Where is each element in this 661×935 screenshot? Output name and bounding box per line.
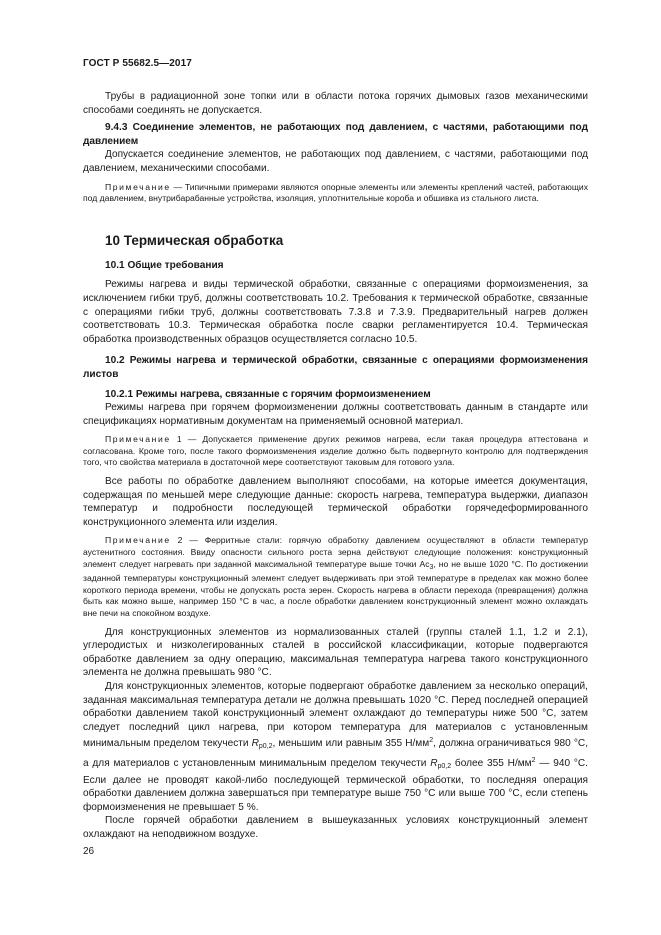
note-text: — Допускается применение других режимов нагрева, если такая процедура аттестована и согласована. Кроме того, после такого формоизменения изделие должно быть подвергнуто контролю для подтверждения того, что свойства материала в достаточной мере соответствуют таковым для готового узла. [83, 434, 589, 468]
note-2 [83, 535, 588, 619]
paragraph: Режимы нагрева при горячем формоизменении должны соответствовать данным в стандарте или спецификациях нормативным документам на применяемый основной материал. [83, 402, 588, 427]
section-heading-10: 10 Термическая обработка [105, 232, 284, 248]
note-label: Примечание [105, 181, 171, 192]
paragraph: Все работы по обработке давлением выполняют способами, на которые имеется документация, содержащая по меньшей мере следующие данные: скорость нагрева, температура выдержки, диапазон температур и подробности последующей термической обработки горячедеформированного конструкционного элемента или изделия. [83, 476, 588, 528]
paragraph: Режимы нагрева и виды термической обработки, связанные с операциями формоизменения, за исключением гибки труб, должны соответствовать 10.2. Требования к термической обработке, связанные с операциями гибки труб, должны соответствовать 7.3.8 и 7.3.9. Предварительный нагрев должен соответствовать 10.3. Термическая обработка после сварки регламентируется 10.4. Термическая обработка производственных образцов осуществляется согласно 10.5. [83, 279, 588, 345]
note-text: — Ферритные стали: горячую обработку давлением осуществляют в области температур аустенитного состояния. Ввиду опасности сильного роста зерна действуют следующие положения: конструкционный элемент следует нагревать при заданной максимальной температуре выше точки Ac [83, 535, 588, 569]
text-run: — 940 °С. Если далее не проводят какой-либо последующей термической обработки, то последняя операция обработки давлением должна завершаться при температуре выше 750 °С или выше 700 °С, если степень формоизменения не превышает 5 %. [83, 757, 588, 813]
document-header: ГОСТ Р 55682.5—2017 [83, 58, 192, 69]
paragraph: Допускается соединение элементов, не работающих под давлением, с частями, работающими под давлением, механическими способами. [83, 149, 588, 174]
paragraph [83, 680, 588, 814]
symbol: R [430, 757, 438, 769]
text-run: , должна ограничиваться 980 °С, а для материалов с установленным минимальным пределом текучести [83, 738, 589, 769]
section-heading-10-2-1: 10.2.1 Режимы нагрева, связанные с горячим формоизменением [105, 388, 431, 400]
paragraph: Для конструкционных элементов из нормализованных сталей (группы сталей 1.1, 1.2 и 2.1), углеродистых и низколегированных сталей в российской классификации, которые подвергаются обработке давлением за одну операцию, максимальная температура нагрева такого конструкционного элемента не должна превышать 980 °С. [83, 626, 588, 679]
superscript: 2 [531, 756, 536, 764]
subscript: p0,2 [437, 762, 452, 770]
note-number: 1 [170, 434, 182, 445]
subscript: 3 [429, 563, 434, 571]
subscript: p0,2 [258, 743, 273, 751]
section-heading-10-1: 10.1 Общие требования [105, 259, 224, 271]
paragraph: После горячей обработки давлением в вышеуказанных условиях конструкционный элемент охлаждают на неподвижном воздухе. [83, 815, 588, 840]
note-label: Примечание [105, 535, 171, 546]
text-run: , меньшим или равным 355 Н/мм [272, 738, 430, 750]
note-label: Примечание [105, 434, 171, 445]
text-run: Для конструкционных элементов, которые подвергают обработке давлением за несколько операций, заданная максимальная температура детали не должна превышать 1020 °С. Перед последней операцией обработки давлением такой конструкционный элемент охлаждают до температуры ниже 500 °С, затем следует последний цикл нагрева, при котором температура для материалов с установленным минимальным пределом текучести [83, 680, 588, 750]
page-content [83, 90, 588, 842]
note-text: , но не выше 1020 °С. По достижении заданной температуры конструкционный элемент следует выдерживать при этой температуре в пределах как можно более короткого периода времени, чтобы не допускать роста зерен. Скорость нагрева в области перехода (превращения) должна быть как можно выше, например 150 °С в час, а после обработки давлением конструкционный элемент можно охлаждать вне печи на спокойном воздухе. [83, 558, 588, 618]
note-number: 2 [170, 535, 183, 546]
superscript: 2 [429, 737, 434, 745]
paragraph: Трубы в радиационной зоне топки или в области потока горячих дымовых газов механическими способами соединять не допускается. [83, 91, 588, 116]
section-heading-9-4-3: 9.4.3 Соединение элементов, не работающих под давлением, с частями, работающими под давлением [83, 122, 588, 147]
page-number: 26 [83, 846, 95, 857]
note-text: — Типичными примерами являются опорные элементы или элементы креплений частей, работающих под давлением, внутрибарабанные устройства, изоляция, уплотнительные короба и обшивка из стального листа. [83, 181, 588, 204]
text-run: более 355 Н/мм [451, 757, 532, 769]
symbol: R [251, 738, 259, 750]
note [83, 182, 588, 205]
note-1 [83, 434, 588, 469]
section-heading-10-2: 10.2 Режимы нагрева и термической обработки, связанные с операциями формоизменения листов [83, 355, 588, 380]
